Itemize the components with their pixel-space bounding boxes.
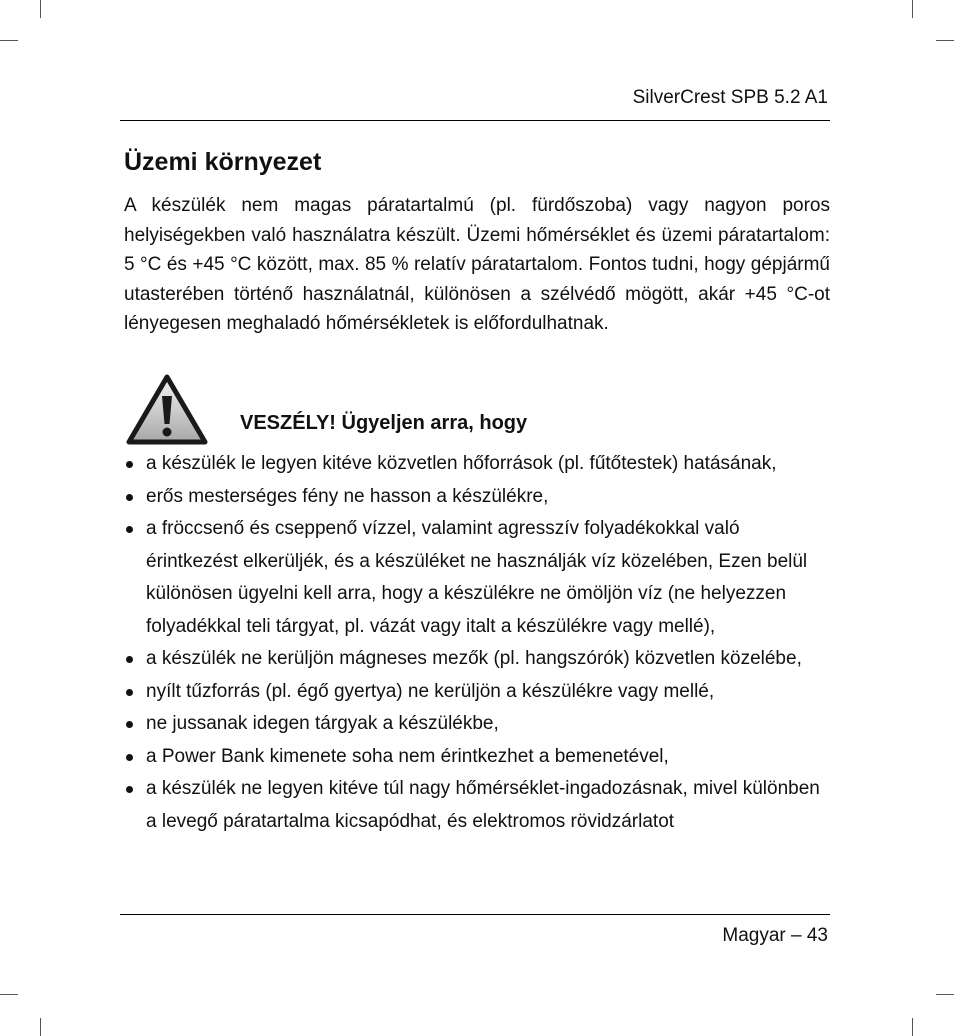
list-item — [124, 708, 830, 741]
footer-rule — [120, 914, 830, 915]
list-item — [124, 741, 830, 774]
bullet-icon — [126, 754, 133, 761]
section-title: Üzemi környezet — [124, 148, 322, 176]
crop-mark — [40, 0, 41, 18]
list-item — [124, 676, 830, 709]
crop-mark — [912, 0, 913, 18]
list-item-text: a készülék ne legyen kitéve túl nagy hőmérséklet-ingadozásnak, mivel különben a levegő páratartalma kicsapódhat, és elektromos rövidzárlatot — [146, 778, 820, 832]
list-item — [124, 448, 830, 481]
list-item-text: a készülék le legyen kitéve közvetlen hőforrások (pl. fűtőtestek) hatásának, — [146, 453, 777, 474]
list-item-text: erős mesterséges fény ne hasson a készülékre, — [146, 485, 549, 507]
list-item-text: a készülék ne kerüljön mágneses mezők (pl. hangszórók) közvetlen közelébe, — [146, 648, 802, 669]
crop-mark — [0, 40, 18, 41]
bullet-icon — [126, 494, 133, 501]
intro-paragraph: A készülék nem magas páratartalmú (pl. fürdőszoba) vagy nagyon poros helyiségekben való használatra készült. Üzemi hőmérséklet és üzemi páratartalom: 5 °C és +45 °C között, max. 85 % relatív páratartalom. Fontos tudni, hogy gépjármű utasterében történő használatnál, különösen a szélvédő mögött, akár +45 °C-ot lényegesen meghaladó hőmérsékletek is előfordulhatnak. — [124, 195, 830, 334]
running-header: SilverCrest SPB 5.2 A1 — [632, 87, 828, 108]
bullet-icon — [126, 689, 133, 696]
list-item-text: ne jussanak idegen tárgyak a készülékbe, — [146, 713, 499, 734]
warning-list — [124, 448, 830, 838]
warning-triangle-icon — [126, 374, 208, 446]
warning-heading: VESZÉLY! Ügyeljen arra, hogy — [240, 412, 528, 434]
list-item — [124, 513, 830, 643]
list-item — [124, 643, 830, 676]
bullet-icon — [126, 526, 133, 533]
list-item — [124, 773, 830, 838]
crop-mark — [912, 1018, 913, 1036]
list-item-text: a fröccsenő és cseppenő vízzel, valamint agresszív folyadékokkal való érintkezést elkerüljék, és a készüléket ne használják víz közelében, Ezen belül különösen ügyelni kell arra, hogy a készülékre ne ömöljön víz (ne helyezzen folyadékkal teli tárgyat, pl. vázát vagy italt a készülékre vagy mellé), — [146, 518, 808, 637]
page-footer: Magyar – 43 — [722, 925, 828, 946]
crop-mark — [0, 994, 18, 995]
crop-mark — [936, 40, 954, 41]
list-item-text: a Power Bank kimenete soha nem érintkezhet a bemenetével, — [146, 745, 669, 767]
bullet-icon — [126, 656, 133, 663]
bullet-icon — [126, 721, 133, 728]
list-item — [124, 481, 830, 514]
bullet-icon — [126, 786, 133, 793]
crop-mark — [936, 994, 954, 995]
crop-mark — [40, 1018, 41, 1036]
header-rule — [120, 120, 830, 121]
bullet-icon — [126, 461, 133, 468]
list-item-text: nyílt tűzforrás (pl. égő gyertya) ne kerüljön a készülékre vagy mellé, — [146, 680, 715, 702]
